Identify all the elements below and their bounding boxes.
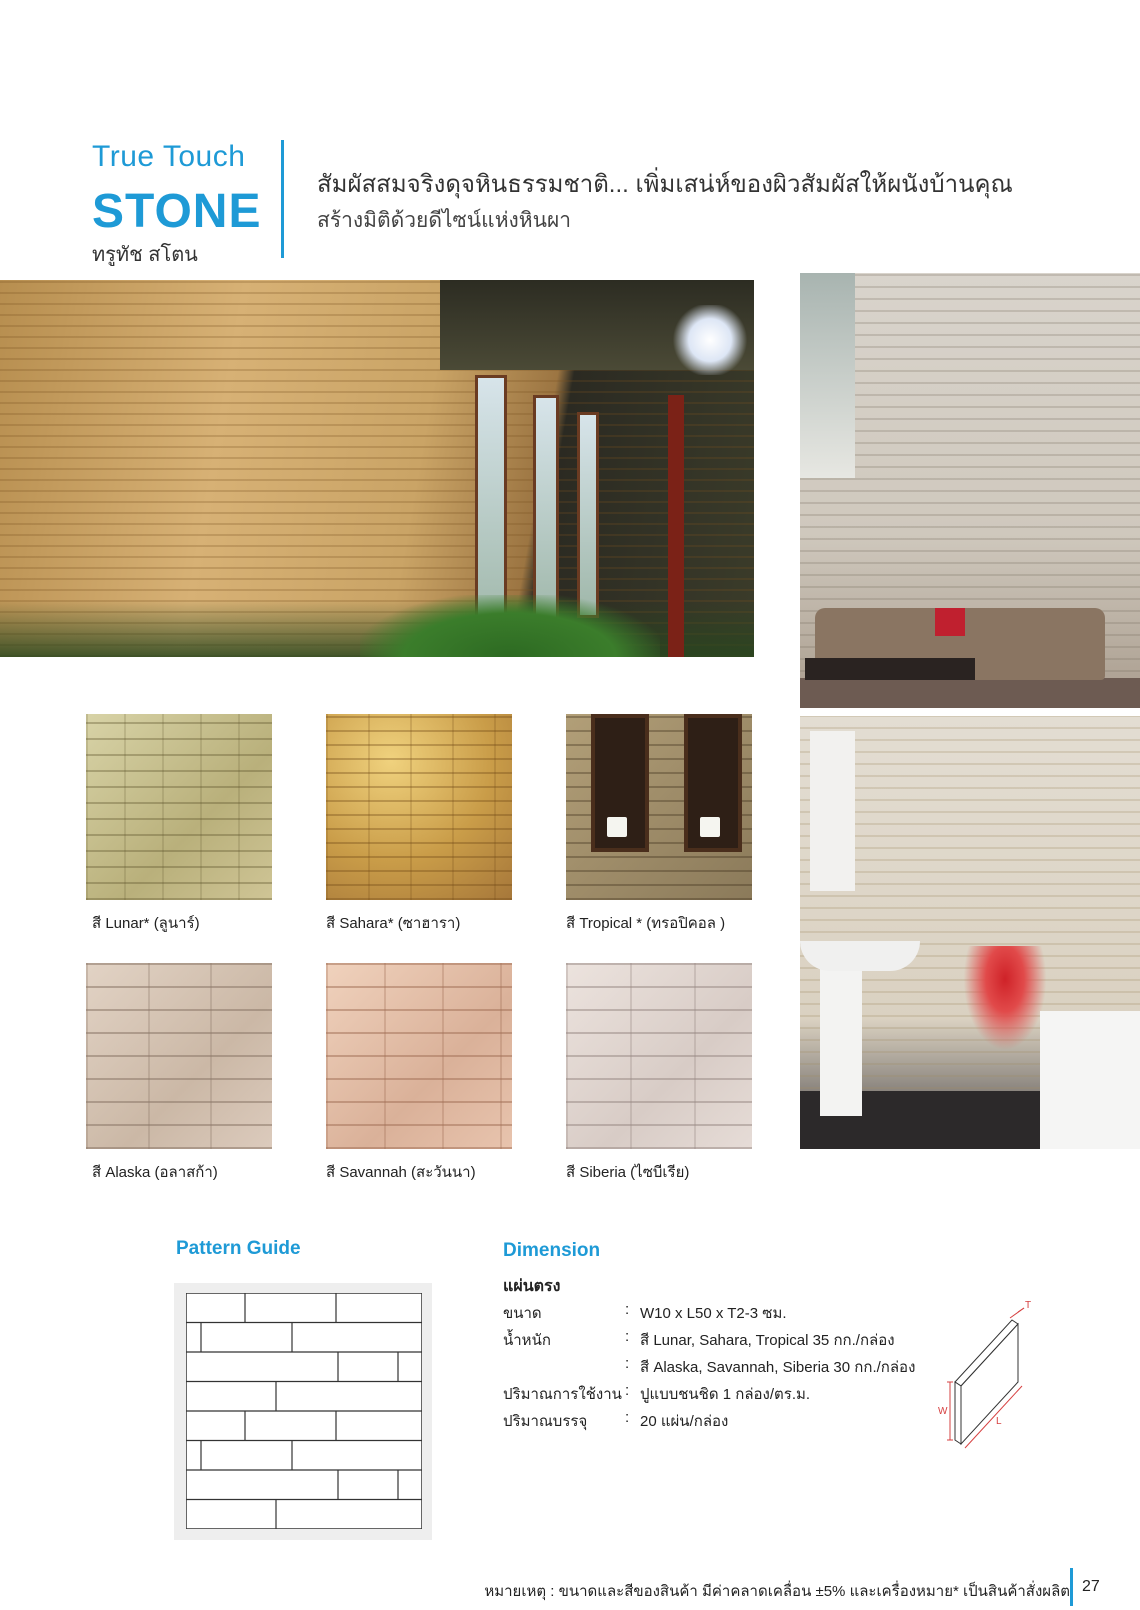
dimension-row-value: สี Alaska, Savannah, Siberia 30 กก./กล่อง (640, 1359, 916, 1376)
pattern-guide-diagram (186, 1293, 422, 1529)
dimension-row-colon: : (625, 1382, 630, 1399)
dimension-row-label: น้ำหนัก (503, 1332, 551, 1349)
brand-subtitle: True Touch (92, 140, 246, 173)
footer-note: หมายเหตุ : ขนาดและสีของสินค้า มีค่าคลาดเคลื่อน ±5% และเครื่องหมาย* เป็นสินค้าสั่งผลิต (484, 1583, 1070, 1600)
dimension-row-colon: : (625, 1328, 630, 1345)
bath-mirror (810, 731, 855, 891)
pattern-guide-title: Pattern Guide (176, 1238, 301, 1259)
dimension-row-colon: : (625, 1301, 630, 1318)
swatch-caption-alaska: สี Alaska (อลาสก้า) (92, 1164, 218, 1181)
tropical-plant-pot (607, 817, 627, 837)
diagram-label-w: W (938, 1406, 948, 1417)
bath-sink-pedestal (820, 966, 862, 1116)
brand-title: STONE (92, 185, 262, 238)
dimension-row-colon: : (625, 1355, 630, 1372)
swatch-caption-siberia: สี Siberia (ไซบีเรีย) (566, 1164, 690, 1181)
dimension-title: Dimension (503, 1240, 601, 1261)
hero-window (577, 412, 599, 618)
bath-flowers (960, 946, 1050, 1056)
tagline-line-1: สัมผัสสมจริงดุจหินธรรมชาติ... เพิ่มเสน่ห์ของผิวสัมผัสให้ผนังบ้านคุณ (317, 171, 1013, 198)
hero-window (533, 395, 559, 626)
hero-exterior-photo (0, 280, 754, 657)
bath-basin (800, 941, 920, 971)
swatch-alaska (86, 963, 272, 1149)
room-floor (800, 678, 1140, 708)
swatch-caption-savannah: สี Savannah (สะวันนา) (326, 1164, 476, 1181)
room-balcony (800, 273, 855, 478)
tagline-line-2: สร้างมิติด้วยดีไซน์แห่งหินผา (317, 209, 572, 232)
page-number: 27 (1082, 1578, 1100, 1595)
bath-tub (1040, 1011, 1140, 1149)
swatch-caption-tropical: สี Tropical * (ทรอปิคอล ) (566, 915, 726, 932)
tile-dimension-diagram (920, 1300, 1040, 1450)
bathroom-photo (800, 716, 1140, 1149)
header-divider (281, 140, 284, 258)
brand-thai-name: ทรูทัช สโตน (92, 244, 198, 266)
swatch-savannah (326, 963, 512, 1149)
dimension-row-value: สี Lunar, Sahara, Tropical 35 กก./กล่อง (640, 1332, 895, 1349)
swatch-lunar (86, 714, 272, 900)
room-coffee-table (805, 658, 975, 680)
tropical-plant-pot (700, 817, 720, 837)
swatch-caption-sahara: สี Sahara* (ซาฮารา) (326, 915, 461, 932)
dimension-subtitle: แผ่นตรง (503, 1278, 561, 1295)
swatch-tropical (566, 714, 752, 900)
swatch-sahara (326, 714, 512, 900)
dimension-row-value: ปูแบบชนชิด 1 กล่อง/ตร.ม. (640, 1386, 811, 1403)
dimension-row-label: ปริมาณบรรจุ (503, 1413, 588, 1430)
swatch-caption-lunar: สี Lunar* (ลูนาร์) (92, 915, 200, 932)
hero-red-post (668, 395, 684, 657)
diagram-label-t: T (1025, 1300, 1032, 1311)
dimension-row-label: ขนาด (503, 1305, 542, 1322)
swatch-siberia (566, 963, 752, 1149)
diagram-label-l: L (996, 1416, 1002, 1427)
dimension-row-value: 20 แผ่น/กล่อง (640, 1413, 729, 1430)
dimension-row-value: W10 x L50 x T2-3 ซม. (640, 1305, 787, 1322)
hero-plants (360, 595, 660, 657)
hero-flowers (670, 305, 750, 375)
room-pillow (935, 608, 965, 636)
dimension-row-colon: : (625, 1409, 630, 1426)
living-room-photo (800, 273, 1140, 708)
footer-divider (1070, 1568, 1073, 1606)
dimension-row-label: ปริมาณการใช้งาน (503, 1386, 622, 1403)
